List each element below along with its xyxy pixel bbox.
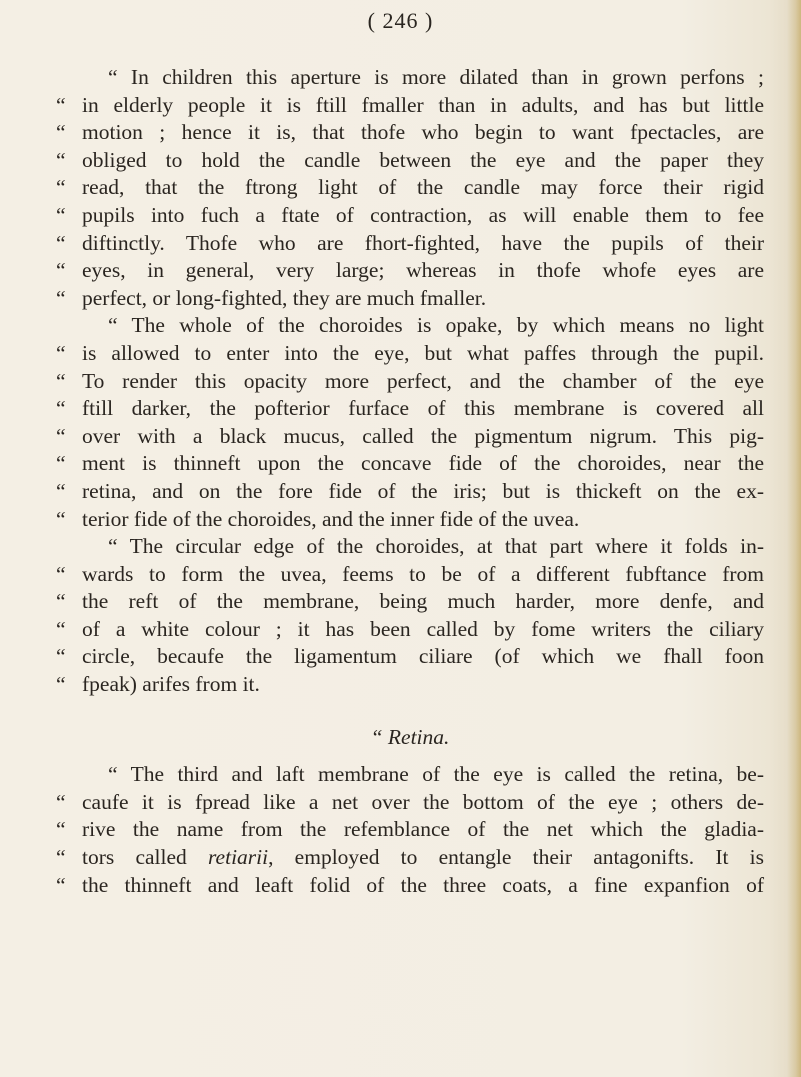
text-line bbox=[56, 506, 764, 534]
text-line bbox=[56, 643, 764, 671]
margin-quote-mark bbox=[56, 64, 82, 92]
text-line bbox=[56, 761, 764, 789]
line-text: eyes, in general, very large; whereas in thofe whofe eyes are bbox=[82, 258, 764, 283]
body-text bbox=[56, 64, 764, 899]
margin-quote-mark: “ bbox=[56, 175, 66, 200]
line-text: wards to form the uvea, feems to be of a different fubftance from bbox=[82, 561, 764, 586]
margin-quote-mark: “ bbox=[56, 644, 66, 669]
line-text: over with a black mucus, called the pigmentum nigrum. This pig- bbox=[82, 423, 764, 448]
line-text: fpeak) arifes from it. bbox=[82, 672, 260, 697]
margin-quote-mark bbox=[56, 312, 82, 340]
margin-quote-mark: “ bbox=[56, 845, 66, 870]
line-text: perfect, or long-fighted, they are much fmaller. bbox=[82, 285, 487, 310]
margin-quote-mark: “ bbox=[56, 423, 66, 448]
line-text: in elderly people it is ftill fmaller than in adults, and has but little bbox=[82, 92, 764, 117]
text-line bbox=[56, 230, 764, 258]
text-line bbox=[56, 478, 764, 506]
text-line bbox=[56, 312, 764, 340]
margin-quote-mark bbox=[56, 533, 82, 561]
text-line bbox=[56, 395, 764, 423]
line-text: tors called retiarii, employed to entangle their antagonifts. It is bbox=[82, 845, 764, 870]
text-line bbox=[56, 872, 764, 900]
margin-quote-mark: “ bbox=[56, 478, 66, 503]
margin-quote-mark: “ bbox=[56, 451, 66, 476]
line-text: To render this opacity more perfect, and the chamber of the eye bbox=[82, 368, 764, 393]
margin-quote-mark: “ bbox=[56, 202, 66, 227]
text-line bbox=[56, 64, 764, 92]
line-text: ment is thinneft upon the concave fide of the choroides, near the bbox=[82, 451, 764, 476]
text-line bbox=[56, 423, 764, 451]
text-line bbox=[56, 616, 764, 644]
line-text: is allowed to enter into the eye, but what paffes through the pupil. bbox=[82, 340, 764, 365]
line-text: pupils into fuch a ftate of contraction, as will enable them to fee bbox=[82, 202, 764, 227]
text-line bbox=[56, 340, 764, 368]
page-number: ( 246 ) bbox=[367, 8, 434, 33]
section-heading bbox=[56, 724, 764, 752]
text-line bbox=[56, 533, 764, 561]
margin-quote-mark: “ bbox=[56, 147, 66, 172]
text-line bbox=[56, 147, 764, 175]
text-line bbox=[56, 588, 764, 616]
text-line bbox=[56, 561, 764, 589]
margin-quote-mark: “ bbox=[56, 506, 66, 531]
text-line bbox=[56, 844, 764, 872]
text-line bbox=[56, 202, 764, 230]
margin-quote-mark: “ bbox=[56, 396, 66, 421]
text-block-retina bbox=[56, 761, 764, 899]
margin-quote-mark: “ bbox=[56, 789, 66, 814]
margin-quote-mark: “ bbox=[56, 285, 66, 310]
text-line bbox=[56, 92, 764, 120]
line-text: of a white colour ; it has been called by fome writers the ciliary bbox=[82, 616, 764, 641]
margin-quote-mark bbox=[56, 761, 82, 789]
text-line bbox=[56, 789, 764, 817]
line-text: ftill darker, the pofterior furface of this membrane is covered all bbox=[82, 396, 764, 421]
text-line bbox=[56, 257, 764, 285]
line-text: the thinneft and leaft folid of the three coats, a fine expanfion of bbox=[82, 872, 764, 897]
line-text: diftinctly. Thofe who are fhort-fighted, have the pupils of their bbox=[82, 230, 764, 255]
line-text: “ In children this aperture is more dilated than in grown perfons ; bbox=[108, 65, 764, 89]
text-line bbox=[56, 368, 764, 396]
text-line bbox=[56, 174, 764, 202]
margin-quote-mark: “ bbox=[56, 817, 66, 842]
margin-quote-mark: “ bbox=[56, 340, 66, 365]
margin-quote-mark: “ bbox=[56, 589, 66, 614]
text-line bbox=[56, 816, 764, 844]
margin-quote-mark: “ bbox=[56, 92, 66, 117]
line-text: read, that the ftrong light of the candle may force their rigid bbox=[82, 175, 764, 200]
text-line bbox=[56, 450, 764, 478]
margin-quote-mark: “ bbox=[56, 230, 66, 255]
margin-quote-mark: “ bbox=[56, 368, 66, 393]
margin-quote-mark: “ bbox=[56, 616, 66, 641]
line-text: rive the name from the refemblance of the net which the gladia- bbox=[82, 817, 764, 842]
margin-quote-mark: “ bbox=[56, 872, 66, 897]
section-heading-text: “ Retina. bbox=[370, 724, 450, 749]
line-text: “ The circular edge of the choroides, at that part where it folds in- bbox=[108, 534, 764, 559]
line-text: “ The whole of the choroides is opake, by which means no light bbox=[108, 313, 764, 338]
page-edge-shadow bbox=[787, 0, 801, 1077]
text-line bbox=[56, 671, 764, 699]
text-block-choroides bbox=[56, 64, 764, 699]
italic-term: retiarii bbox=[207, 845, 269, 870]
line-text: circle, becaufe the ligamentum ciliare (of which we fhall foon bbox=[82, 644, 764, 669]
line-text: motion ; hence it is, that thofe who begin to want fpectacles, are bbox=[82, 120, 764, 145]
line-text: retina, and on the fore fide of the iris; but is thickeft on the ex- bbox=[82, 478, 764, 503]
text-line bbox=[56, 119, 764, 147]
text-line bbox=[56, 285, 764, 313]
line-text: terior fide of the choroides, and the inner fide of the uvea. bbox=[82, 506, 580, 531]
margin-quote-mark: “ bbox=[56, 672, 66, 697]
line-text: the reft of the membrane, being much harder, more denfe, and bbox=[82, 589, 764, 614]
line-text: caufe it is fpread like a net over the bottom of the eye ; others de- bbox=[82, 789, 764, 814]
line-text: “ The third and laft membrane of the eye is called the retina, be- bbox=[108, 762, 764, 787]
margin-quote-mark: “ bbox=[56, 561, 66, 586]
line-text: obliged to hold the candle between the eye and the paper they bbox=[82, 147, 764, 172]
margin-quote-mark: “ bbox=[56, 258, 66, 283]
margin-quote-mark: “ bbox=[56, 120, 66, 145]
